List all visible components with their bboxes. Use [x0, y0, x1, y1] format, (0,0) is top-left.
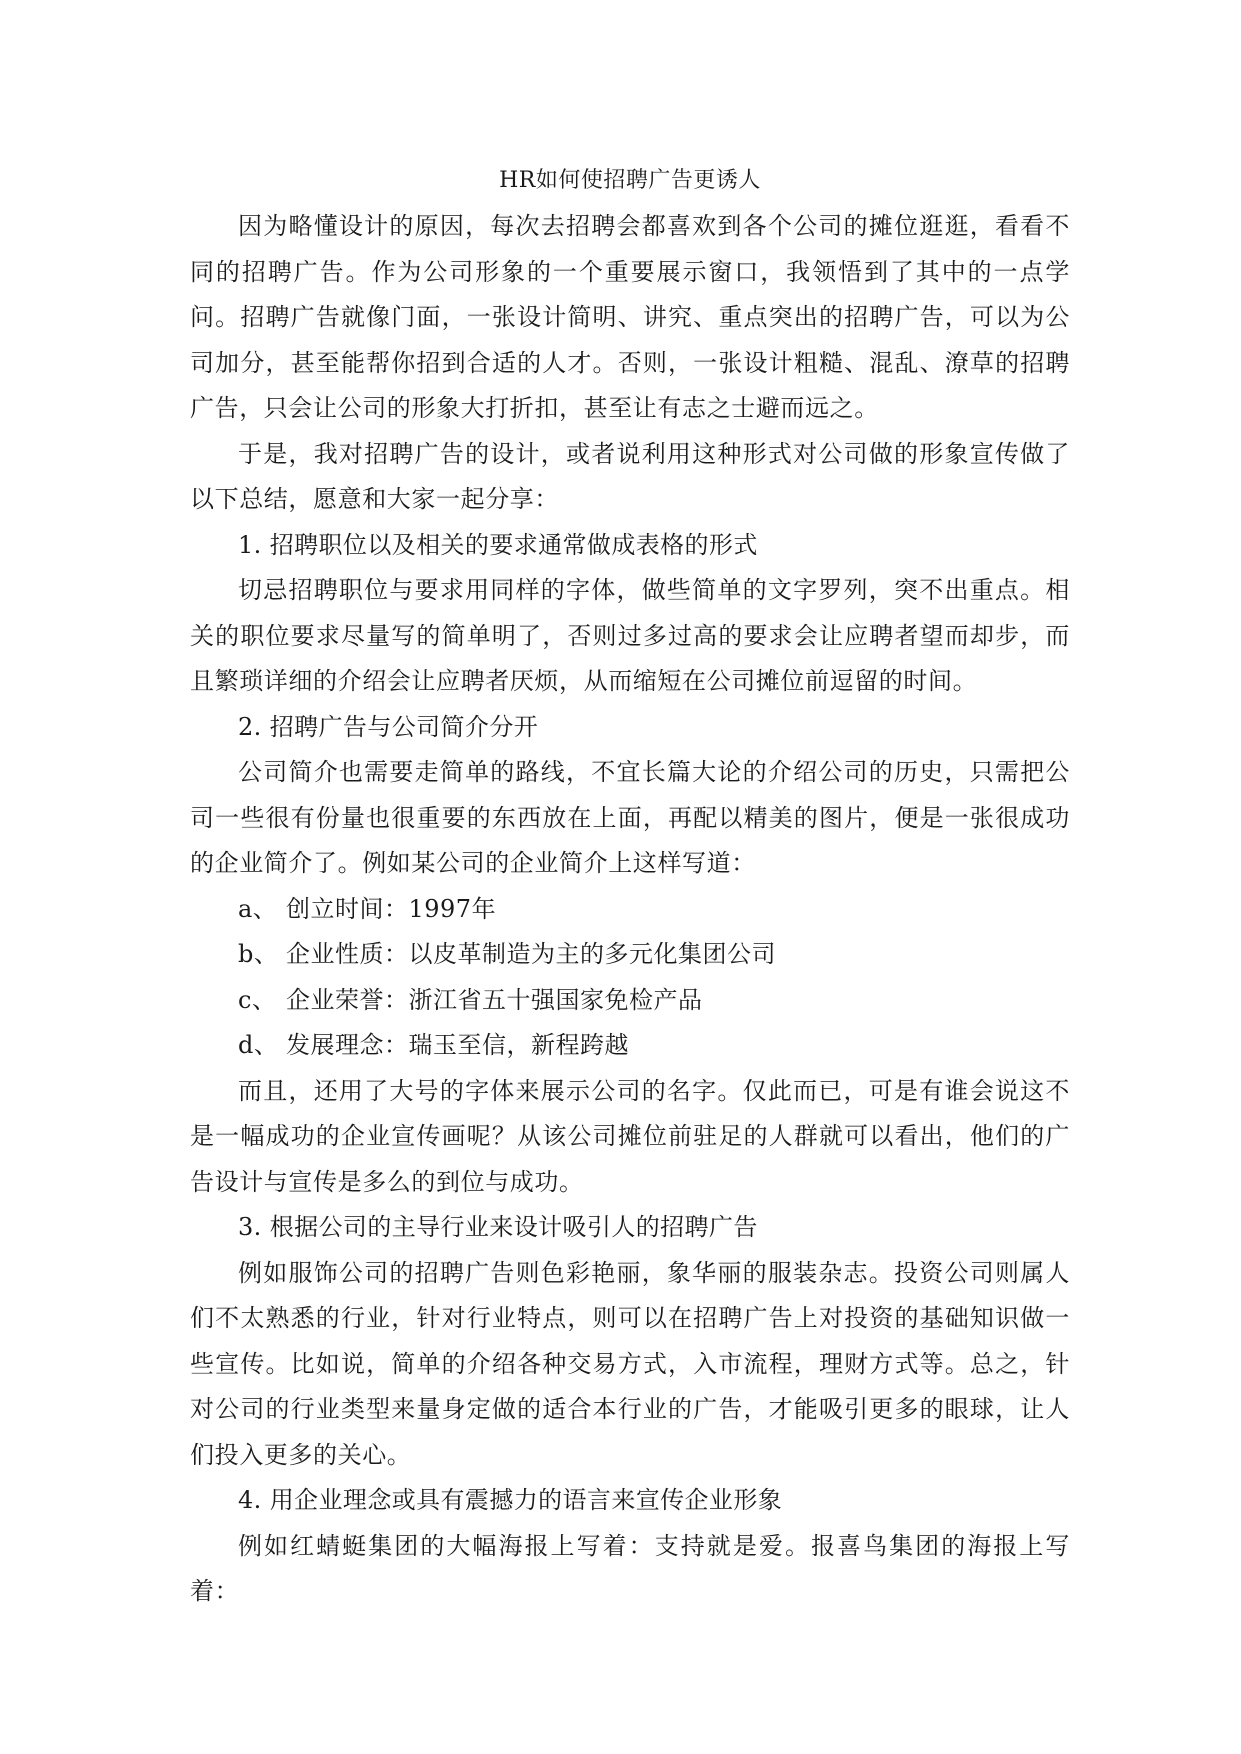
section-2-body: 公司简介也需要走简单的路线，不宜长篇大论的介绍公司的历史，只需把公司一些很有份量也很重要的东西放在上面，再配以精美的图片，便是一张很成功的企业简介了。例如某公司的企业简介上这样写道：: [190, 758, 1070, 877]
list-text: 创立时间：1997年: [286, 894, 497, 923]
list-marker: b、: [238, 940, 279, 968]
company-profile-list: [190, 887, 1070, 1069]
list-marker: a、: [238, 894, 278, 923]
list-text: 企业荣誉：浙江省五十强国家免检产品: [286, 985, 703, 1014]
section-4-body: 例如红蜻蜓集团的大幅海报上写着：支持就是爱。报喜鸟集团的海报上写着：: [190, 1531, 1070, 1605]
intro-paragraph-1: 因为略懂设计的原因，每次去招聘会都喜欢到各个公司的摊位逛逛，看看不同的招聘广告。作为公司形象的一个重要展示窗口，我领悟到了其中的一点学问。招聘广告就像门面，一张设计简明、讲究、重点突出的招聘广告，可以为公司加分，甚至能帮你招到合适的人才。否则，一张设计粗糙、混乱、潦草的招聘广告，只会让公司的形象大打折扣，甚至让有志之士避而远之。: [190, 212, 1070, 422]
section-3-heading: 3. 根据公司的主导行业来设计吸引人的招聘广告: [238, 1213, 758, 1241]
list-item: [190, 1023, 1070, 1069]
section-1-heading: 1. 招聘职位以及相关的要求通常做成表格的形式: [238, 530, 758, 559]
list-text: 企业性质：以皮革制造为主的多元化集团公司: [286, 940, 776, 968]
section-4-heading: 4. 用企业理念或具有震撼力的语言来宣传企业形象: [238, 1486, 783, 1514]
list-text: 发展理念：瑞玉至信，新程跨越: [286, 1031, 629, 1059]
document-page: [190, 166, 1070, 1615]
section-2-after-list: 而且，还用了大号的字体来展示公司的名字。仅此而已，可是有谁会说这不是一幅成功的企业宣传画呢？从该公司摊位前驻足的人群就可以看出，他们的广告设计与宣传是多么的到位与成功。: [190, 1076, 1070, 1196]
list-item: [190, 978, 1070, 1024]
section-3-body: 例如服饰公司的招聘广告则色彩艳丽，象华丽的服装杂志。投资公司则属人们不太熟悉的行业，针对行业特点，则可以在招聘广告上对投资的基础知识做一些宣传。比如说，简单的介绍各种交易方式，入市流程，理财方式等。总之，针对公司的行业类型来量身定做的适合本行业的广告，才能吸引更多的眼球，让人们投入更多的关心。: [190, 1258, 1070, 1469]
list-item: [190, 932, 1070, 978]
intro-paragraph-2: 于是，我对招聘广告的设计，或者说利用这种形式对公司做的形象宣传做了以下总结，愿意和大家一起分享：: [190, 439, 1070, 513]
section-2-heading: 2. 招聘广告与公司简介分开: [238, 712, 539, 741]
section-1-body: 切忌招聘职位与要求用同样的字体，做些简单的文字罗列，突不出重点。相关的职位要求尽量写的简单明了，否则过多过高的要求会让应聘者望而却步，而且繁琐详细的介绍会让应聘者厌烦，从而缩短在公司摊位前逗留的时间。: [190, 576, 1070, 695]
list-item: [190, 887, 1070, 933]
list-marker: d、: [238, 1031, 279, 1059]
list-marker: c、: [238, 985, 277, 1014]
document-title: HR如何使招聘广告更诱人: [499, 168, 761, 193]
